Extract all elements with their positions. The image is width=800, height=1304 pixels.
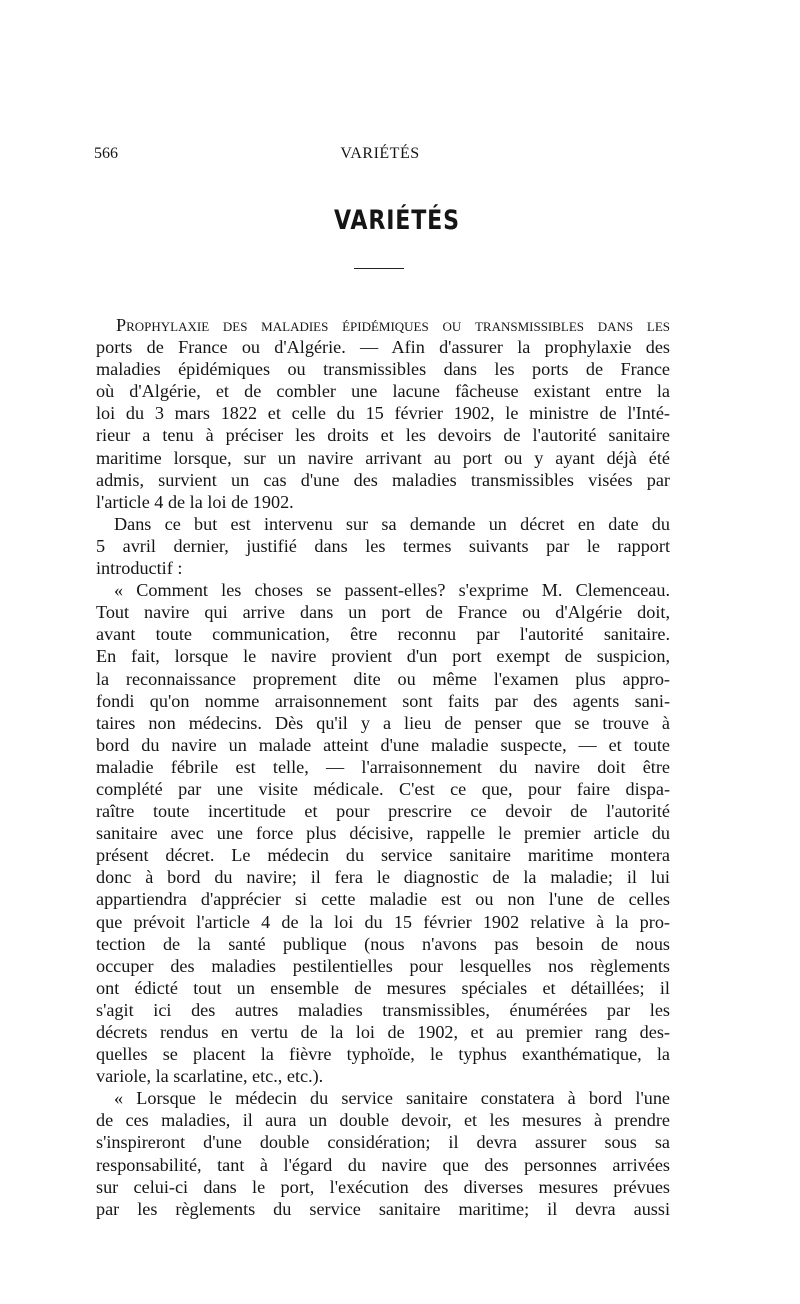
text-line: rieur a tenu à préciser les droits et les devoirs de l'autorité sanitaire [96,425,670,446]
text-line: par les règlements du service sanitaire maritime; il devra aussi [96,1198,670,1219]
text-line: tection de la santé publique (nous n'avons pas besoin de nous [96,933,670,954]
text-line: donc à bord du navire; il fera le diagnostic de la maladie; il lui [96,867,670,888]
text-line: variole, la scarlatine, etc., etc.). [96,1066,324,1087]
text-line: appartiendra d'apprécier si cette maladie est ou non l'une de celles [96,889,670,910]
article-title: VARIÉTÉS [333,205,460,236]
text-line: « Lorsque le médecin du service sanitaire constatera à bord l'une [114,1088,670,1109]
page-number: 566 [94,145,118,162]
text-line: Dans ce but est intervenu sur sa demande un décret en date du [114,513,670,534]
text-line: 5 avril dernier, justifié dans les termes suivants par le rapport [96,535,670,556]
title-rule [354,268,404,269]
text-line: ont édicté tout un ensemble de mesures spéciales et détaillées; il [96,977,670,998]
text-line: où d'Algérie, et de combler une lacune fâcheuse existant entre la [96,381,670,402]
text-line: Tout navire qui arrive dans un port de France ou d'Algérie doit, [96,602,670,623]
text-line: de ces maladies, il aura un double devoir, et les mesures à prendre [96,1110,670,1131]
text-line: introductif : [96,558,183,579]
running-head [94,145,666,167]
text-line: taires non médecins. Dès qu'il y a lieu de penser que se trouve à [96,712,670,733]
text-line: bord du navire un malade atteint d'une maladie suspecte, — et toute [96,734,670,755]
text-line: « Comment les choses se passent-elles? s'exprime M. Clemenceau. [114,580,670,601]
text-line: que prévoit l'article 4 de la loi du 15 février 1902 relative à la pro- [96,911,670,932]
running-head-title: VARIÉTÉS [340,145,420,162]
text-line: sanitaire avec une force plus décisive, rappelle le premier article du [96,823,670,844]
text-line: maladies épidémiques ou transmissibles dans les ports de France [96,359,670,380]
text-line: l'article 4 de la loi de 1902. [96,491,294,512]
text-line: s'inspireront d'une double considération; il devra assurer sous sa [96,1132,670,1153]
text-line: Prophylaxie des maladies épidémiques ou transmissibles dans les [116,315,670,335]
text-line: présent décret. Le médecin du service sanitaire maritime montera [96,845,670,866]
text-line: décrets rendus en vertu de la loi de 1902, et au premier rang des- [96,1022,670,1042]
text-line: sur celui-ci dans le port, l'exécution des diverses mesures prévues [96,1176,670,1197]
text-line: ports de France ou d'Algérie. — Afin d'assurer la prophylaxie des [96,337,670,358]
text-line: la reconnaissance proprement dite ou même l'examen plus appro- [96,668,670,689]
text-line: s'agit ici des autres maladies transmissibles, énumérées par les [96,999,670,1020]
text-line: maritime lorsque, sur un navire arrivant au port ou y ayant déjà été [96,447,670,468]
text-line: loi du 3 mars 1822 et celle du 15 février 1902, le ministre de l'Inté- [96,403,670,424]
text-line: raître toute incertitude et pour prescrire ce devoir de l'autorité [96,801,670,822]
text-line: quelles se placent la fièvre typhoïde, le typhus exanthématique, la [96,1044,670,1065]
text-line: responsabilité, tant à l'égard du navire que des personnes arrivées [96,1154,670,1175]
text-line: fondi qu'on nomme arraisonnement sont faits par des agents sani- [96,690,670,711]
text-line: occuper des maladies pestilentielles pour lesquelles nos règlements [96,955,670,976]
text-line: complété par une visite médicale. C'est ce que, pour faire dispa- [96,778,670,799]
body-text [96,314,670,1220]
text-line: admis, survient un cas d'une des maladies transmissibles visées par [96,469,670,490]
text-line: avant toute communication, être reconnu par l'autorité sanitaire. [96,624,670,645]
text-line: En fait, lorsque le navire provient d'un port exempt de suspicion, [96,646,670,667]
text-line: maladie fébrile est telle, — l'arraisonnement du navire doit être [96,756,670,777]
